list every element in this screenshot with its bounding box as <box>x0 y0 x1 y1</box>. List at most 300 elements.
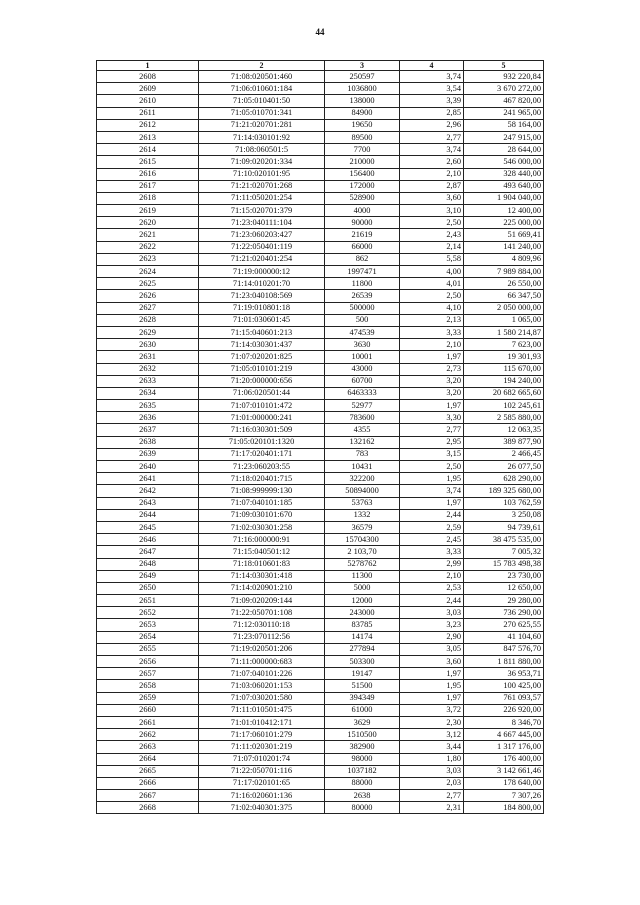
table-cell-col4: 2,77 <box>400 131 464 143</box>
table-row <box>97 765 544 777</box>
table-cell-col3: 12000 <box>325 595 400 607</box>
table-cell-col4: 2,96 <box>400 119 464 131</box>
table-cell-col2: 71:12:030110:18 <box>199 619 325 631</box>
table-cell-col4: 3,03 <box>400 607 464 619</box>
table-cell-col1: 2658 <box>97 680 199 692</box>
table-row <box>97 656 544 668</box>
table-cell-col5: 328 440,00 <box>464 168 544 180</box>
table-cell-col4: 3,60 <box>400 656 464 668</box>
table-cell-col5: 29 280,00 <box>464 595 544 607</box>
table-cell-col3: 500 <box>325 314 400 326</box>
table-cell-col5: 26 077,50 <box>464 461 544 473</box>
table-cell-col4: 3,74 <box>400 71 464 83</box>
table-cell-col3: 19147 <box>325 668 400 680</box>
table-cell-col4: 3,60 <box>400 192 464 204</box>
table-cell-col1: 2664 <box>97 753 199 765</box>
table-cell-col2: 71:11:000000:683 <box>199 656 325 668</box>
table-cell-col3: 528900 <box>325 192 400 204</box>
table-cell-col5: 7 307,26 <box>464 790 544 802</box>
table-cell-col5: 270 625,55 <box>464 619 544 631</box>
table-cell-col1: 2646 <box>97 534 199 546</box>
table-cell-col1: 2667 <box>97 790 199 802</box>
table-cell-col5: 176 400,00 <box>464 753 544 765</box>
table-row <box>97 156 544 168</box>
table-cell-col3: 3629 <box>325 716 400 728</box>
table-cell-col1: 2657 <box>97 668 199 680</box>
table-row <box>97 704 544 716</box>
table-cell-col3: 6463333 <box>325 387 400 399</box>
table-row <box>97 314 544 326</box>
table-cell-col4: 2,30 <box>400 716 464 728</box>
table-row <box>97 107 544 119</box>
table-row <box>97 534 544 546</box>
table-cell-col5: 389 877,90 <box>464 436 544 448</box>
table-cell-col1: 2624 <box>97 266 199 278</box>
table-cell-col5: 15 783 498,38 <box>464 558 544 570</box>
table-row <box>97 497 544 509</box>
table-cell-col2: 71:14:010201:70 <box>199 278 325 290</box>
table-cell-col4: 2,85 <box>400 107 464 119</box>
table-cell-col1: 2634 <box>97 387 199 399</box>
table-cell-col5: 241 965,00 <box>464 107 544 119</box>
table-row <box>97 461 544 473</box>
table-cell-col3: 243000 <box>325 607 400 619</box>
column-header-2: 2 <box>199 61 325 71</box>
table-cell-col5: 8 346,70 <box>464 716 544 728</box>
page-number: 44 <box>315 27 325 37</box>
table-cell-col3: 500000 <box>325 302 400 314</box>
table-row <box>97 192 544 204</box>
table-row <box>97 436 544 448</box>
table-cell-col4: 4,00 <box>400 266 464 278</box>
table-cell-col5: 23 730,00 <box>464 570 544 582</box>
table-cell-col4: 1,97 <box>400 668 464 680</box>
table-row <box>97 131 544 143</box>
table-cell-col5: 19 301,93 <box>464 351 544 363</box>
table-cell-col3: 4355 <box>325 424 400 436</box>
table-cell-col1: 2647 <box>97 546 199 558</box>
table-cell-col5: 4 809,96 <box>464 253 544 265</box>
table-cell-col1: 2660 <box>97 704 199 716</box>
table-cell-col4: 3,72 <box>400 704 464 716</box>
table-cell-col5: 3 142 661,46 <box>464 765 544 777</box>
table-row <box>97 266 544 278</box>
table-cell-col4: 2,53 <box>400 582 464 594</box>
table-cell-col1: 2651 <box>97 595 199 607</box>
table-cell-col2: 71:16:000000:91 <box>199 534 325 546</box>
table-cell-col2: 71:01:000000:241 <box>199 412 325 424</box>
table-cell-col4: 2,14 <box>400 241 464 253</box>
table-cell-col2: 71:07:010201:74 <box>199 753 325 765</box>
table-cell-col4: 3,30 <box>400 412 464 424</box>
table-cell-col3: 132162 <box>325 436 400 448</box>
table-cell-col4: 3,44 <box>400 741 464 753</box>
table-cell-col2: 71:22:050401:119 <box>199 241 325 253</box>
table-cell-col4: 2,59 <box>400 521 464 533</box>
table-row <box>97 582 544 594</box>
table-cell-col2: 71:21:020401:254 <box>199 253 325 265</box>
table-cell-col5: 1 065,00 <box>464 314 544 326</box>
table-cell-col2: 71:23:060203:427 <box>199 229 325 241</box>
table-row <box>97 631 544 643</box>
table-cell-col2: 71:01:010412:171 <box>199 716 325 728</box>
table-cell-col5: 2 466,45 <box>464 448 544 460</box>
table-cell-col4: 3,33 <box>400 326 464 338</box>
table-cell-col1: 2626 <box>97 290 199 302</box>
table-cell-col3: 250597 <box>325 71 400 83</box>
table-cell-col5: 141 240,00 <box>464 241 544 253</box>
table-row <box>97 119 544 131</box>
table-header-row <box>97 61 544 71</box>
table-row <box>97 546 544 558</box>
table-cell-col1: 2613 <box>97 131 199 143</box>
table-cell-col1: 2645 <box>97 521 199 533</box>
table-cell-col2: 71:14:020901:210 <box>199 582 325 594</box>
table-cell-col2: 71:06:010601:184 <box>199 83 325 95</box>
table-cell-col1: 2608 <box>97 71 199 83</box>
table-cell-col5: 41 104,60 <box>464 631 544 643</box>
table-cell-col1: 2663 <box>97 741 199 753</box>
table-cell-col4: 1,80 <box>400 753 464 765</box>
table-row <box>97 643 544 655</box>
table-cell-col5: 2 050 000,00 <box>464 302 544 314</box>
table-cell-col2: 71:05:010101:219 <box>199 363 325 375</box>
table-row <box>97 680 544 692</box>
table-cell-col1: 2637 <box>97 424 199 436</box>
table-cell-col4: 3,74 <box>400 144 464 156</box>
column-header-1: 1 <box>97 61 199 71</box>
table-row <box>97 326 544 338</box>
table-cell-col2: 71:23:040108:569 <box>199 290 325 302</box>
table-cell-col3: 2638 <box>325 790 400 802</box>
table-row <box>97 229 544 241</box>
table-cell-col4: 2,95 <box>400 436 464 448</box>
table-cell-col2: 71:01:030601:45 <box>199 314 325 326</box>
table-cell-col3: 10001 <box>325 351 400 363</box>
table-cell-col5: 3 250,08 <box>464 509 544 521</box>
table-cell-col2: 71:23:070112:56 <box>199 631 325 643</box>
table-row <box>97 521 544 533</box>
column-header-3: 3 <box>325 61 400 71</box>
table-cell-col1: 2628 <box>97 314 199 326</box>
table-cell-col3: 11800 <box>325 278 400 290</box>
table-cell-col2: 71:07:040101:185 <box>199 497 325 509</box>
table-cell-col1: 2630 <box>97 339 199 351</box>
table-cell-col5: 847 576,70 <box>464 643 544 655</box>
table-cell-col5: 189 325 680,00 <box>464 485 544 497</box>
table-row <box>97 424 544 436</box>
table-cell-col2: 71:08:060501:5 <box>199 144 325 156</box>
table-cell-col2: 71:16:020601:136 <box>199 790 325 802</box>
table-cell-col4: 2,50 <box>400 461 464 473</box>
table-cell-col2: 71:22:050701:108 <box>199 607 325 619</box>
table-cell-col1: 2616 <box>97 168 199 180</box>
table-cell-col3: 21619 <box>325 229 400 241</box>
table-cell-col3: 322200 <box>325 473 400 485</box>
table-cell-col1: 2617 <box>97 180 199 192</box>
table-cell-col4: 2,87 <box>400 180 464 192</box>
table-cell-col5: 194 240,00 <box>464 375 544 387</box>
table-cell-col4: 3,05 <box>400 643 464 655</box>
table-cell-col5: 1 317 176,00 <box>464 741 544 753</box>
table-cell-col4: 2,13 <box>400 314 464 326</box>
table-cell-col1: 2611 <box>97 107 199 119</box>
table-cell-col3: 88000 <box>325 777 400 789</box>
table-cell-col4: 1,97 <box>400 497 464 509</box>
table-cell-col4: 3,20 <box>400 375 464 387</box>
table-cell-col5: 628 290,00 <box>464 473 544 485</box>
table-cell-col4: 1,97 <box>400 692 464 704</box>
table-row <box>97 168 544 180</box>
table-cell-col2: 71:17:020101:65 <box>199 777 325 789</box>
table-cell-col2: 71:15:040601:213 <box>199 326 325 338</box>
table-cell-col4: 2,31 <box>400 802 464 814</box>
table-cell-col3: 51500 <box>325 680 400 692</box>
table-row <box>97 741 544 753</box>
table-cell-col5: 493 640,00 <box>464 180 544 192</box>
table-cell-col5: 103 762,59 <box>464 497 544 509</box>
table-cell-col2: 71:22:050701:116 <box>199 765 325 777</box>
table-cell-col2: 71:07:020201:825 <box>199 351 325 363</box>
table-cell-col4: 4,01 <box>400 278 464 290</box>
table-cell-col2: 71:23:040111:104 <box>199 217 325 229</box>
table-row <box>97 412 544 424</box>
table-cell-col2: 71:09:020201:334 <box>199 156 325 168</box>
table-cell-col4: 5,58 <box>400 253 464 265</box>
table-row <box>97 351 544 363</box>
table-cell-col3: 2 103,70 <box>325 546 400 558</box>
table-cell-col4: 2,10 <box>400 339 464 351</box>
table-cell-col4: 1,97 <box>400 351 464 363</box>
table-cell-col5: 3 670 272,00 <box>464 83 544 95</box>
table-cell-col3: 172000 <box>325 180 400 192</box>
table-cell-col1: 2621 <box>97 229 199 241</box>
table-cell-col4: 3,74 <box>400 485 464 497</box>
table-cell-col3: 4000 <box>325 205 400 217</box>
table-cell-col2: 71:14:030301:418 <box>199 570 325 582</box>
table-cell-col5: 12 650,00 <box>464 582 544 594</box>
table-cell-col4: 2,90 <box>400 631 464 643</box>
table-cell-col5: 115 670,00 <box>464 363 544 375</box>
table-cell-col1: 2644 <box>97 509 199 521</box>
table-cell-col5: 7 005,32 <box>464 546 544 558</box>
table-cell-col2: 71:08:020501:460 <box>199 71 325 83</box>
table-cell-col4: 3,15 <box>400 448 464 460</box>
table-cell-col2: 71:15:020701:379 <box>199 205 325 217</box>
table-row <box>97 473 544 485</box>
table-cell-col3: 7700 <box>325 144 400 156</box>
table-row <box>97 802 544 814</box>
table-cell-col3: 50894000 <box>325 485 400 497</box>
table-cell-col5: 7 623,00 <box>464 339 544 351</box>
table-row <box>97 729 544 741</box>
table-cell-col3: 382900 <box>325 741 400 753</box>
table-cell-col2: 71:07:010101:472 <box>199 400 325 412</box>
table-cell-col2: 71:14:030101:92 <box>199 131 325 143</box>
table-cell-col4: 3,33 <box>400 546 464 558</box>
table-cell-col3: 80000 <box>325 802 400 814</box>
table-cell-col1: 2639 <box>97 448 199 460</box>
table-cell-col5: 546 000,00 <box>464 156 544 168</box>
table-cell-col4: 1,97 <box>400 400 464 412</box>
table-cell-col3: 11300 <box>325 570 400 582</box>
table-cell-col3: 862 <box>325 253 400 265</box>
table-row <box>97 83 544 95</box>
table-cell-col2: 71:05:010401:50 <box>199 95 325 107</box>
table-cell-col3: 66000 <box>325 241 400 253</box>
table-row <box>97 278 544 290</box>
table-cell-col1: 2655 <box>97 643 199 655</box>
table-cell-col4: 2,10 <box>400 570 464 582</box>
table-cell-col4: 2,44 <box>400 509 464 521</box>
table-cell-col3: 783600 <box>325 412 400 424</box>
table-cell-col2: 71:17:020401:171 <box>199 448 325 460</box>
table-cell-col2: 71:09:030101:670 <box>199 509 325 521</box>
table-cell-col1: 2618 <box>97 192 199 204</box>
table-cell-col2: 71:02:040301:375 <box>199 802 325 814</box>
table-row <box>97 570 544 582</box>
table-cell-col4: 2,73 <box>400 363 464 375</box>
table-row <box>97 302 544 314</box>
table-cell-col3: 1332 <box>325 509 400 521</box>
table-cell-col2: 71:02:030301:258 <box>199 521 325 533</box>
table-row <box>97 607 544 619</box>
table-cell-col2: 71:10:020101:95 <box>199 168 325 180</box>
table-row <box>97 241 544 253</box>
table-cell-col2: 71:11:010501:475 <box>199 704 325 716</box>
table-cell-col1: 2654 <box>97 631 199 643</box>
table-row <box>97 290 544 302</box>
table-row <box>97 339 544 351</box>
table-cell-col3: 210000 <box>325 156 400 168</box>
table-cell-col5: 20 682 665,60 <box>464 387 544 399</box>
table-cell-col5: 932 220,84 <box>464 71 544 83</box>
table-cell-col3: 138000 <box>325 95 400 107</box>
table-cell-col3: 277894 <box>325 643 400 655</box>
table-cell-col1: 2650 <box>97 582 199 594</box>
table-cell-col5: 467 820,00 <box>464 95 544 107</box>
table-cell-col1: 2632 <box>97 363 199 375</box>
table-cell-col4: 2,50 <box>400 290 464 302</box>
table-cell-col1: 2640 <box>97 461 199 473</box>
table-cell-col2: 71:07:040101:226 <box>199 668 325 680</box>
table-cell-col1: 2629 <box>97 326 199 338</box>
table-cell-col1: 2643 <box>97 497 199 509</box>
table-row <box>97 144 544 156</box>
table-cell-col3: 156400 <box>325 168 400 180</box>
table-row <box>97 180 544 192</box>
table-cell-col3: 98000 <box>325 753 400 765</box>
table-cell-col4: 2,77 <box>400 424 464 436</box>
table-cell-col4: 2,50 <box>400 217 464 229</box>
table-cell-col2: 71:17:060101:279 <box>199 729 325 741</box>
table-cell-col4: 3,54 <box>400 83 464 95</box>
table-cell-col5: 36 953,71 <box>464 668 544 680</box>
table-row <box>97 253 544 265</box>
table-cell-col3: 5000 <box>325 582 400 594</box>
table-cell-col3: 474539 <box>325 326 400 338</box>
table-row <box>97 485 544 497</box>
table-row <box>97 71 544 83</box>
table-cell-col4: 2,44 <box>400 595 464 607</box>
table-row <box>97 777 544 789</box>
column-header-4: 4 <box>400 61 464 71</box>
table-cell-col1: 2635 <box>97 400 199 412</box>
table-cell-col5: 12 063,35 <box>464 424 544 436</box>
table-row <box>97 716 544 728</box>
table-cell-col5: 1 811 880,00 <box>464 656 544 668</box>
table-cell-col3: 90000 <box>325 217 400 229</box>
table-cell-col1: 2622 <box>97 241 199 253</box>
table-cell-col3: 1997471 <box>325 266 400 278</box>
table-cell-col2: 71:19:020501:206 <box>199 643 325 655</box>
table-cell-col1: 2623 <box>97 253 199 265</box>
table-cell-col5: 28 644,00 <box>464 144 544 156</box>
table-cell-col1: 2612 <box>97 119 199 131</box>
table-cell-col1: 2642 <box>97 485 199 497</box>
table-cell-col3: 60700 <box>325 375 400 387</box>
table-cell-col1: 2625 <box>97 278 199 290</box>
table-cell-col5: 225 000,00 <box>464 217 544 229</box>
table-cell-col3: 5278762 <box>325 558 400 570</box>
table-cell-col2: 71:11:020301:219 <box>199 741 325 753</box>
table-row <box>97 205 544 217</box>
table-row <box>97 217 544 229</box>
table-cell-col3: 89500 <box>325 131 400 143</box>
column-header-5: 5 <box>464 61 544 71</box>
table-cell-col4: 2,99 <box>400 558 464 570</box>
table-cell-col5: 178 640,00 <box>464 777 544 789</box>
table-cell-col3: 36579 <box>325 521 400 533</box>
table-cell-col1: 2653 <box>97 619 199 631</box>
table-row <box>97 619 544 631</box>
table-cell-col3: 3630 <box>325 339 400 351</box>
table-cell-col4: 2,03 <box>400 777 464 789</box>
table-cell-col4: 3,03 <box>400 765 464 777</box>
table-cell-col1: 2627 <box>97 302 199 314</box>
table-row <box>97 668 544 680</box>
table-cell-col2: 71:05:010701:341 <box>199 107 325 119</box>
table-cell-col1: 2665 <box>97 765 199 777</box>
table-cell-col2: 71:19:000000:12 <box>199 266 325 278</box>
table-cell-col1: 2661 <box>97 716 199 728</box>
table-cell-col4: 3,23 <box>400 619 464 631</box>
table-cell-col1: 2633 <box>97 375 199 387</box>
table-row <box>97 375 544 387</box>
table-cell-col5: 26 550,00 <box>464 278 544 290</box>
table-cell-col4: 1,95 <box>400 680 464 692</box>
table-cell-col1: 2652 <box>97 607 199 619</box>
table-cell-col1: 2662 <box>97 729 199 741</box>
table-cell-col2: 71:08:999999:130 <box>199 485 325 497</box>
table-cell-col2: 71:23:060203:55 <box>199 461 325 473</box>
table-cell-col5: 1 580 214,87 <box>464 326 544 338</box>
table-cell-col2: 71:19:010801:18 <box>199 302 325 314</box>
table-cell-col1: 2620 <box>97 217 199 229</box>
table-cell-col1: 2636 <box>97 412 199 424</box>
table-cell-col3: 1037182 <box>325 765 400 777</box>
table-row <box>97 400 544 412</box>
table-cell-col3: 61000 <box>325 704 400 716</box>
table-row <box>97 509 544 521</box>
table-cell-col1: 2648 <box>97 558 199 570</box>
table-cell-col4: 4,10 <box>400 302 464 314</box>
table-cell-col4: 3,10 <box>400 205 464 217</box>
table-cell-col3: 14174 <box>325 631 400 643</box>
table-cell-col3: 84900 <box>325 107 400 119</box>
table-cell-col3: 83785 <box>325 619 400 631</box>
table-row <box>97 790 544 802</box>
